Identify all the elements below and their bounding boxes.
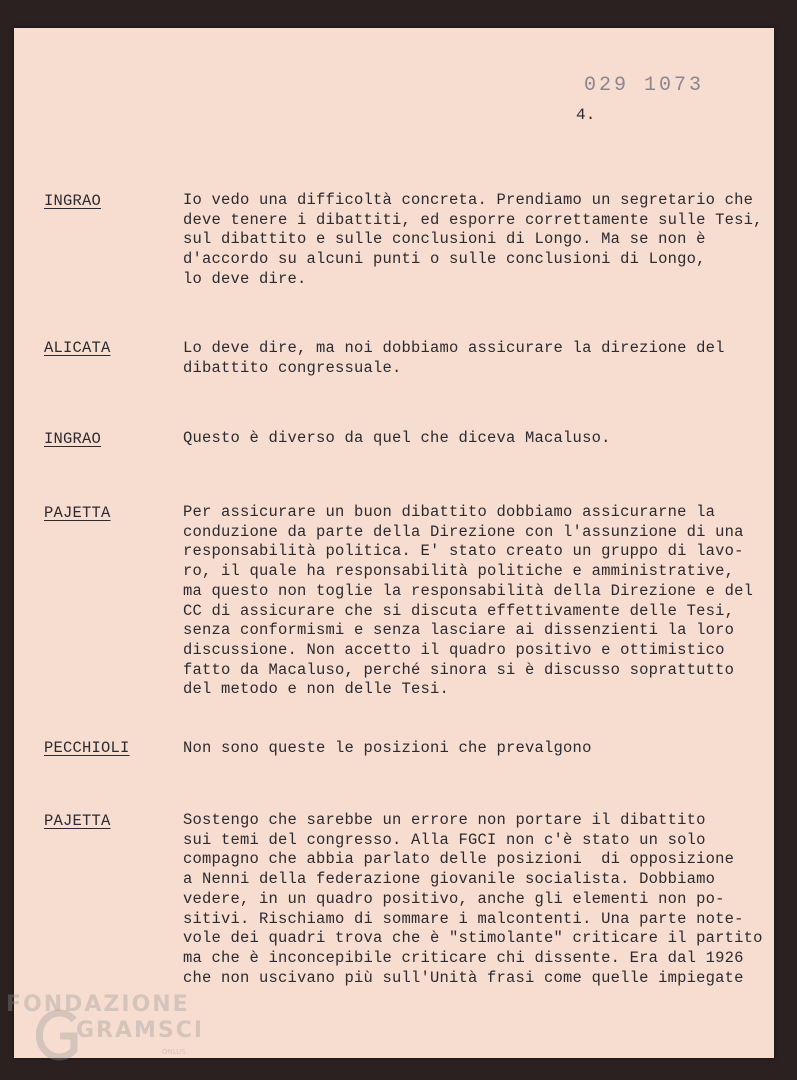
speaker-label: PECCHIOLI xyxy=(44,739,130,757)
document-page xyxy=(14,28,774,1058)
gramsci-g-icon xyxy=(36,1006,80,1062)
archive-number: 029 1073 xyxy=(584,74,705,97)
speech-text: Io vedo una difficoltà concreta. Prendiamo un segretario che deve tenere i dibattiti, ed esporre correttamente sulle Tesi, sul dibattito e sulle conclusioni di Longo. Ma se non è d'accordo su alcuni punti o sulle conclusioni di Longo, lo deve dire. xyxy=(183,191,763,288)
speech-text: Sostengo che sarebbe un errore non portare il dibattito sui temi del congresso. Alla FGCI non c'è stato un solo compagno che abbia parlato delle posizioni di opposizione a Nenni della federazione giovanile socialista. Dobbiamo vedere, in un quadro positivo, anche gli elementi non po- sitivi. Rischiamo di sommare i malcontenti. Una parte note- vole dei quadri trova che è "stimolante" criticare il partito ma che è inconcepibile criticare chi dissente. Era dal 1926 che non uscivano più sull'Unità frasi come quelle impiegate xyxy=(183,811,763,987)
speech-text: Lo deve dire, ma noi dobbiamo assicurare la direzione del dibattito congressuale. xyxy=(183,339,725,377)
watermark-line1: FONDAZIONE xyxy=(6,992,190,1017)
speech-text: Per assicurare un buon dibattito dobbiamo assicurarne la conduzione da parte della Direzione con l'assunzione di una responsabilità politica. E' stato creato un gruppo di lavo- ro, il quale ha responsabilità politiche e amministrative, ma questo non toglie la responsabilità della Direzione e del CC di assicurare che si discuta effettivamente delle Tesi, senza conformismi e senza lasciare ai dissenzienti la loro discussione. Non accetto il quadro positivo e ottimistico fatto da Macaluso, perché sinora si è discusso soprattutto del metodo e non delle Tesi. xyxy=(183,503,754,699)
watermark-sub: ONLUS xyxy=(162,1048,186,1056)
speaker-label: PAJETTA xyxy=(44,812,111,830)
speech-text: Questo è diverso da quel che diceva Macaluso. xyxy=(183,429,611,447)
speaker-label: ALICATA xyxy=(44,339,111,357)
page-number: 4. xyxy=(576,106,596,124)
speaker-label: INGRAO xyxy=(44,430,102,448)
speaker-label: INGRAO xyxy=(44,192,102,210)
speech-text: Non sono queste le posizioni che prevalgono xyxy=(183,739,592,757)
speaker-label: PAJETTA xyxy=(44,504,111,522)
watermark-line2: GRAMSCI xyxy=(76,1018,205,1043)
watermark-logo xyxy=(6,992,216,1072)
